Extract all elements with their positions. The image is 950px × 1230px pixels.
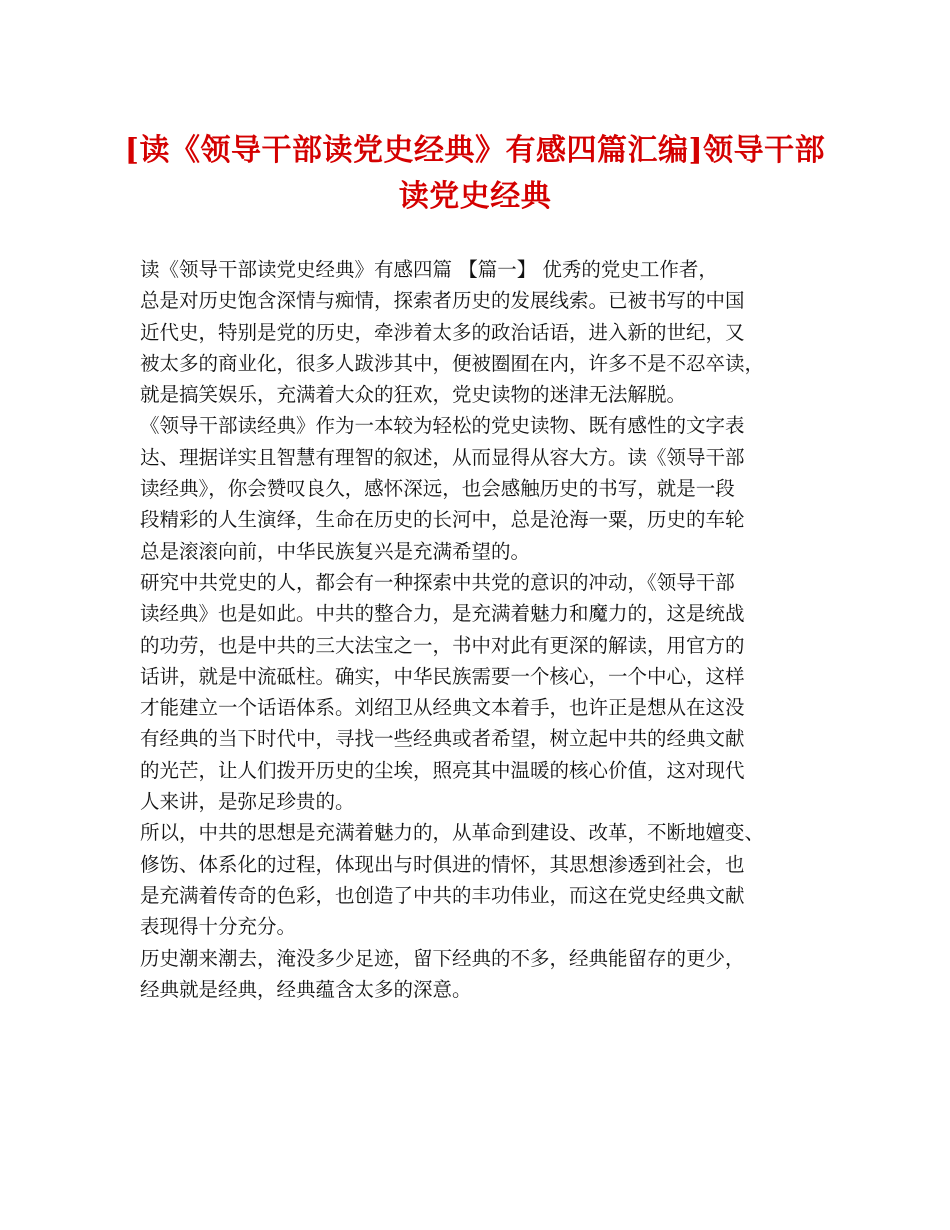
body-line: 达、理据详实且智慧有理智的叙述，从而显得从容大方。读《领导干部 — [140, 445, 745, 469]
body-line: 《领导干部读经典》作为一本较为轻松的党史读物、既有感性的文字表 — [140, 414, 745, 438]
body-line: 有经典的当下时代中，寻找一些经典或者希望，树立起中共的经典文献 — [140, 727, 745, 751]
body-line: 近代史，特别是党的历史，牵涉着太多的政治话语，进入新的世纪，又 — [140, 320, 745, 344]
body-line: 修饬、体系化的过程，体现出与时俱进的情怀，其思想渗透到社会，也 — [140, 852, 745, 876]
body-line: 的光芒，让人们拨开历史的尘埃，照亮其中温暖的核心价值，这对现代 — [140, 758, 745, 782]
body-line: 的功劳，也是中共的三大法宝之一，书中对此有更深的解读，用官方的 — [140, 633, 745, 657]
body-line: 读经典》，你会赞叹良久，感怀深远，也会感触历史的书写，就是一段 — [140, 477, 735, 501]
body-line: 表现得十分充分。 — [140, 915, 297, 939]
body-line: 总是对历史饱含深情与痴情，探索者历史的发展线索。已被书写的中国 — [140, 289, 745, 313]
body-line: 读《领导干部读党史经典》有感四篇 【篇一】 优秀的党史工作者， — [140, 258, 718, 281]
body-line: 历史潮来潮去，淹没多少足迹，留下经典的不多，经典能留存的更少， — [140, 946, 745, 970]
body-line: 话讲，就是中流砥柱。确实，中华民族需要一个核心，一个中心，这样 — [140, 664, 745, 688]
document-title-line-2: 读党史经典 — [398, 179, 552, 214]
body-line: 研究中共党史的人，都会有一种探索中共党的意识的冲动，《领导干部 — [140, 570, 735, 594]
body-line: 经典就是经典，经典蕴含太多的深意。 — [140, 977, 472, 1001]
body-line: 所以，中共的思想是充满着魅力的，从革命到建设、改革，不断地嬗变、 — [140, 821, 765, 845]
document-title-line-1: [读《领导干部读党史经典》有感四篇汇编]领导干部 — [124, 133, 826, 168]
body-line: 才能建立一个话语体系。刘绍卫从经典文本着手，也许正是想从在这没 — [140, 696, 745, 720]
body-line: 读经典》也是如此。中共的整合力，是充满着魅力和魔力的，这是统战 — [140, 602, 745, 626]
body-line: 是充满着传奇的色彩，也创造了中共的丰功伟业，而这在党史经典文献 — [140, 883, 745, 907]
body-line: 就是搞笑娱乐，充满着大众的狂欢，党史读物的迷津无法解脱。 — [140, 383, 687, 407]
body-line: 总是滚滚向前，中华民族复兴是充满希望的。 — [140, 539, 531, 563]
document-body — [140, 254, 820, 1005]
body-line: 段精彩的人生演绎，生命在历史的长河中，总是沧海一粟，历史的车轮 — [140, 508, 745, 532]
body-line: 人来讲，是弥足珍贵的。 — [140, 790, 355, 814]
body-line: 被太多的商业化，很多人跋涉其中，便被圈囿在内，许多不是不忍卒读， — [140, 351, 765, 375]
